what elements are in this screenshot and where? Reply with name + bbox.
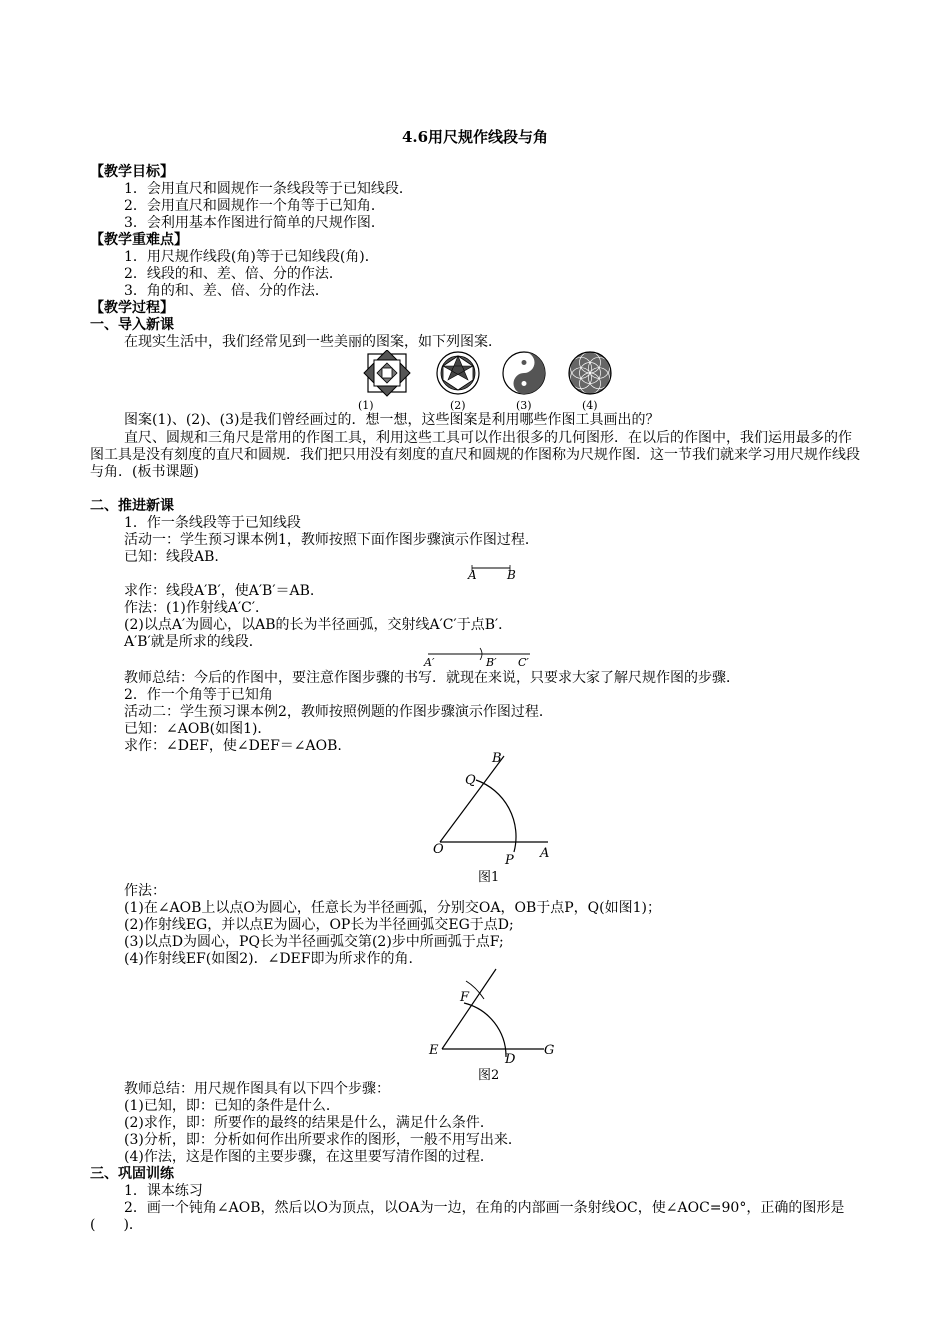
summary-step: (3)分析，即：分析如何作出所要求作的图形，一般不用写出来．	[124, 1132, 522, 1148]
section-3-item: 1．课本练习	[124, 1183, 203, 1199]
figure-1-label: P	[505, 853, 514, 868]
figure-1-caption: 图1	[478, 870, 500, 885]
objective-item: 2．会用直尺和圆规作一个角等于已知角．	[124, 198, 385, 214]
seek-text: 求作：∠DEF，使∠DEF＝∠AOB.	[124, 738, 342, 754]
section-1-intro: 在现实生活中，我们经常见到一些美丽的图案，如下列图案．	[124, 334, 502, 350]
known-text: 已知：线段AB.	[124, 549, 219, 565]
figure-1-label: Q	[465, 773, 476, 788]
figure-1-label: O	[433, 842, 444, 857]
figure-2-caption: 图2	[478, 1068, 500, 1083]
keypoint-item: 3．角的和、差、倍、分的作法．	[124, 283, 329, 299]
objective-item: 1．会用直尺和圆规作一条线段等于已知线段．	[124, 181, 413, 197]
segment-label: A	[468, 568, 477, 582]
section-2-item: 2．作一个角等于已知角	[124, 687, 273, 703]
section-3-item: 2．画一个钝角∠AOB，然后以O为顶点，以OA为一边，在角的内部画一条射线OC，使∠AOC=90°，正确的图形是( )．	[90, 1200, 845, 1233]
section-2-item: 1．作一条线段等于已知线段	[124, 515, 301, 531]
page-title: 4.6用尺规作线段与角	[401, 128, 549, 146]
process-heading: 【教学过程】	[90, 300, 174, 316]
summary-text: 教师总结：用尺规作图具有以下四个步骤：	[124, 1081, 390, 1097]
pattern-4-icon	[569, 352, 611, 394]
pattern-label: (4)	[582, 399, 598, 412]
method-text: 作法：(1)作射线A′C′．	[124, 600, 270, 616]
section-1-paragraph: 直尺、圆规和三角尺是常用的作图工具，利用这些工具可以作出很多的几何图形．在以后的作图中，我们运用最多的作图工具是没有刻度的直尺和圆规．我们把只用没有刻度的直尺和圆规的作图称为尺规作图．这一节我们就来学习用尺规作线段与角．(板书课题)	[90, 430, 860, 480]
figure-2-label: E	[429, 1043, 439, 1058]
seek-text: 求作：线段A′B′，使A′B′＝AB.	[124, 583, 315, 599]
method-step: (2)作射线EG，并以点E为圆心，OP长为半径画弧交EG于点D;	[124, 917, 514, 933]
ray-label: B′	[486, 656, 497, 669]
method-heading: 作法：	[124, 883, 166, 899]
pattern-label: (1)	[358, 399, 374, 412]
keypoints-heading: 【教学重难点】	[90, 232, 188, 248]
method-step: (1)在∠AOB上以点O为圆心，任意长为半径画弧，分别交OA，OB于点P，Q(如图1)；	[124, 900, 661, 916]
section-3-heading: 三、巩固训练	[90, 1166, 174, 1182]
segment-label: B	[507, 568, 516, 582]
pattern-label: (2)	[450, 399, 466, 412]
activity-text: 活动一：学生预习课本例1，教师按照下面作图步骤演示作图过程．	[124, 532, 539, 548]
summary-step: (4)作法，这是作图的主要步骤，在这里要写清作图的过程．	[124, 1149, 494, 1165]
method-text: A′B′就是所求的线段．	[124, 634, 263, 650]
section-1-paragraph: 图案(1)、(2)、(3)是我们曾经画过的．想一想，这些图案是利用哪些作图工具画出的？	[124, 412, 660, 428]
pattern-label: (3)	[516, 399, 532, 412]
angle-def-figure	[432, 965, 562, 1065]
keypoint-item: 2．线段的和、差、倍、分的作法．	[124, 266, 343, 282]
pattern-2-icon	[437, 352, 479, 394]
figure-2-label: D	[505, 1052, 516, 1067]
summary-text: 教师总结：今后的作图中，要注意作图步骤的书写．就现在来说，只要求大家了解尺规作图的步骤．	[124, 670, 740, 686]
section-2-heading: 二、推进新课	[90, 498, 174, 514]
figure-1-label: A	[540, 846, 550, 861]
ray-label: C′	[518, 656, 529, 669]
ray-label: A′	[424, 656, 435, 669]
summary-step: (1)已知，即：已知的条件是什么．	[124, 1098, 340, 1114]
known-text: 已知：∠AOB(如图1)．	[124, 721, 272, 737]
keypoint-item: 1．用尺规作线段(角)等于已知线段(角)．	[124, 249, 379, 265]
patterns-figure	[360, 350, 620, 412]
objectives-heading: 【教学目标】	[90, 164, 174, 180]
figure-1-label: B	[492, 751, 502, 766]
figure-2-label: G	[544, 1043, 555, 1058]
method-text: (2)以点A′为圆心，以AB的长为半径画弧，交射线A′C′于点B′．	[124, 617, 513, 633]
pattern-1-icon	[364, 350, 410, 396]
pattern-3-icon	[503, 352, 545, 394]
figure-2-label: F	[460, 990, 470, 1005]
activity-text: 活动二：学生预习课本例2，教师按照例题的作图步骤演示作图过程．	[124, 704, 553, 720]
objective-item: 3．会利用基本作图进行简单的尺规作图．	[124, 215, 385, 231]
method-step: (3)以点D为圆心，PQ长为半径画弧交第(2)步中所画弧于点F;	[124, 934, 504, 950]
summary-step: (2)求作，即：所要作的最终的结果是什么，满足什么条件．	[124, 1115, 494, 1131]
method-step: (4)作射线EF(如图2)．∠DEF即为所求作的角.	[124, 951, 413, 967]
section-1-heading: 一、导入新课	[90, 317, 174, 333]
